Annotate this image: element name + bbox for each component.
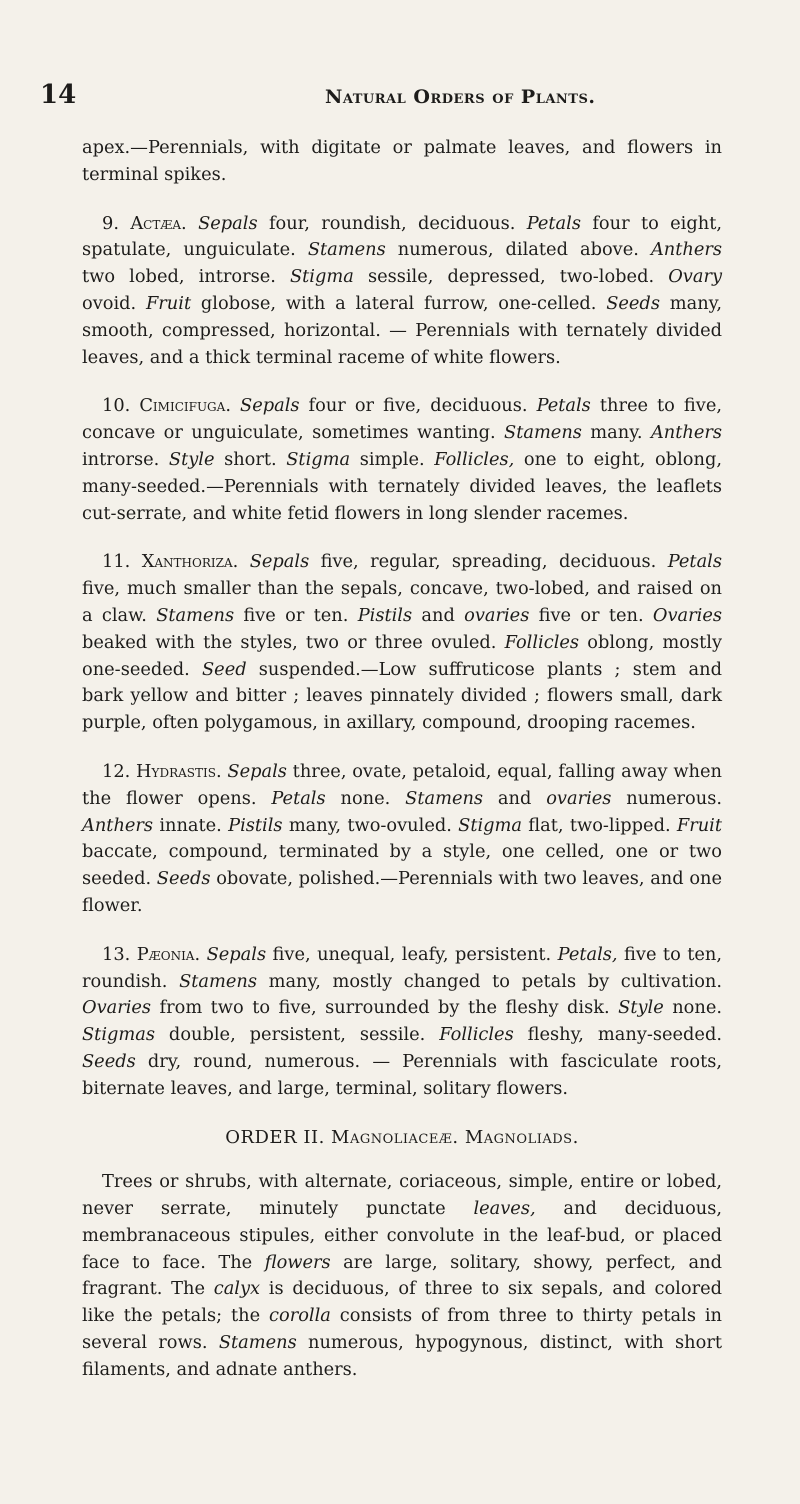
term-italic: Ovaries <box>82 997 152 1019</box>
text-run: one to eight, oblong, many-seeded.—Perennials with ternately divided leaves, the leaflets cut-serrate, and white fetid flowers in long slender racemes. <box>82 448 722 524</box>
term-italic: Stigma <box>289 266 354 288</box>
text-run: baccate, compound, terminated by a style, one celled, one or two seeded. <box>82 841 722 890</box>
genus-name: Hydrastis. <box>136 760 222 782</box>
text-run: fleshy, many-seeded. <box>513 1024 722 1046</box>
text-run: and <box>412 604 465 626</box>
text-run: five, regular, spreading, deciduous. <box>309 551 668 573</box>
text-run: none. <box>663 997 722 1019</box>
text-run: globose, with a lateral furrow, one-celled. <box>191 292 607 314</box>
text-run: five to ten, roundish. <box>82 943 723 992</box>
term-italic: Stamens <box>218 1332 297 1354</box>
text-run: sessile, depressed, two-lobed. <box>353 266 669 288</box>
term-italic: Seeds <box>606 292 660 314</box>
text-run: beaked with the styles, two or three ovuled. <box>82 631 505 653</box>
text-run: ovoid. <box>82 292 146 314</box>
term-italic: Seeds <box>156 868 211 890</box>
text-run: many, two-ovuled. <box>282 814 459 836</box>
text-run: five, unequal, leafy, persistent. <box>266 943 558 965</box>
genus-name: Cimicifuga. <box>139 395 231 417</box>
text-run: numerous, hypogynous, distinct, with short filaments, and adnate anthers. <box>82 1332 722 1380</box>
term-italic: Sepals <box>240 395 300 417</box>
term-italic: Petals <box>667 551 722 573</box>
term-italic: Stigmas <box>82 1024 155 1046</box>
genus-number: 10. <box>102 395 131 417</box>
term-italic: Stigma <box>458 814 523 836</box>
term-italic: Fruit <box>676 814 722 836</box>
term-italic: Stamens <box>504 422 582 444</box>
text-run: four or five, deciduous. <box>299 395 537 417</box>
term-italic: Seeds <box>82 1050 136 1072</box>
term-italic: Follicles <box>504 631 580 653</box>
genus-name: Pæonia. <box>136 943 201 965</box>
page-number: 14 <box>40 80 77 110</box>
text-run: three to five, concave or unguiculate, sometimes wanting. <box>82 395 723 444</box>
term-italic: Stamens <box>156 604 235 626</box>
term-italic: Style <box>168 448 215 470</box>
term-italic: Sepals <box>249 551 310 573</box>
running-title: Natural Orders of Plants. <box>325 86 596 108</box>
term-italic: Pistils <box>357 604 413 626</box>
term-italic: Petals <box>536 395 591 417</box>
text-run: three, ovate, petaloid, equal, falling away when the flower opens. <box>82 760 722 809</box>
order-latin-name: Magnoliaceæ. <box>331 1126 459 1148</box>
term-italic: Petals, <box>557 943 618 965</box>
genus-number: 11. <box>102 551 131 573</box>
text-run: five or ten. <box>234 604 358 626</box>
text-run: short. <box>214 448 287 470</box>
genus-entry <box>82 549 722 737</box>
text-run: five or ten. <box>529 604 653 626</box>
page-header <box>40 80 740 124</box>
term-italic: Follicles, <box>434 448 515 470</box>
genus-name: Actæa. <box>130 212 187 234</box>
genus-entry <box>82 211 722 372</box>
genera-list <box>82 211 722 1103</box>
term-italic: Pistils <box>228 814 283 836</box>
term-italic: Seed <box>201 658 247 680</box>
order-label: ORDER II. <box>225 1126 325 1148</box>
term-italic: Fruit <box>145 292 192 314</box>
text-run: is deciduous, of three to six sepals, and colored like the petals; the <box>82 1278 722 1327</box>
term-italic: Sepals <box>227 760 287 782</box>
text-run: and deciduous, membranaceous stipules, either convolute in the leaf-bud, or placed face to face. The <box>82 1198 723 1273</box>
term-italic: Stamens <box>307 239 386 261</box>
term-italic: Sepals <box>206 943 267 965</box>
term-italic: corolla <box>269 1305 331 1327</box>
term-italic: Sepals <box>198 212 258 234</box>
text-run: four to eight, spatulate, unguiculate. <box>82 212 723 261</box>
term-italic: Style <box>618 997 664 1019</box>
text-run: innate. <box>153 814 229 836</box>
text-run: flat, two-lipped. <box>522 814 677 836</box>
term-italic: Stamens <box>179 970 257 992</box>
text-run: suspended.—Low suffruticose plants ; stem and bark yellow and bitter ; leaves pinnately divided ; flowers small, dark purple, often polygamous, in axillary, compound, drooping racemes. <box>82 658 722 734</box>
text-run: none. <box>325 787 406 809</box>
term-italic: Stigma <box>286 448 351 470</box>
genus-name: Xanthoriza. <box>141 551 239 573</box>
term-italic: Ovary <box>668 266 722 288</box>
term-italic: leaves, <box>473 1198 536 1220</box>
order-heading <box>82 1125 722 1152</box>
term-italic: ovaries <box>546 787 612 809</box>
genus-number: 13. <box>102 943 131 965</box>
text-run: many, smooth, compressed, horizontal. — Perennials with ternately divided leaves, and a thick terminal raceme of white flowers. <box>82 292 722 368</box>
text-run: and <box>483 787 547 809</box>
genus-entry <box>82 942 722 1103</box>
text-run: dry, round, numerous. — Perennials with fasciculate roots, biternate leaves, and large, terminal, solitary flowers. <box>82 1050 722 1099</box>
term-italic: calyx <box>213 1278 261 1300</box>
text-run: five, much smaller than the sepals, concave, two-lobed, and raised on a claw. <box>82 578 722 626</box>
text-run: introrse. <box>82 448 169 470</box>
text-run: many. <box>581 422 651 444</box>
term-italic: Ovaries <box>652 604 722 626</box>
genus-number: 12. <box>102 760 131 782</box>
term-italic: Stamens <box>405 787 484 809</box>
term-italic: flowers <box>264 1251 331 1273</box>
text-run: Trees or shrubs, with alternate, coriaceous, simple, entire or lobed, never serrate, minutely punctate <box>82 1171 722 1220</box>
term-italic: Petals <box>526 212 581 234</box>
term-italic: Follicles <box>439 1024 514 1046</box>
term-italic: Anthers <box>82 814 154 836</box>
order-description <box>82 1169 722 1383</box>
text-run: numerous. <box>611 787 722 809</box>
text-run: numerous, dilated above. <box>385 239 651 261</box>
text-run: oblong, mostly one-seeded. <box>82 631 722 680</box>
term-italic: Petals <box>271 787 326 809</box>
order-common-name: Magnoliads. <box>464 1126 579 1148</box>
term-italic: Anthers <box>650 422 722 444</box>
continuation-paragraph: apex.—Perennials, with digitate or palmate leaves, and flowers in terminal spikes. <box>82 137 722 185</box>
genus-entry <box>82 393 722 527</box>
page-body <box>82 135 722 1406</box>
genus-number: 9. <box>102 212 119 234</box>
text-run: simple. <box>350 448 435 470</box>
text-run: consists of from three to thirty petals in several rows. <box>82 1305 723 1354</box>
genus-entry <box>82 759 722 920</box>
text-run: from two to five, surrounded by the fleshy disk. <box>151 997 619 1019</box>
term-italic: ovaries <box>464 604 530 626</box>
text-run: many, mostly changed to petals by cultivation. <box>256 970 723 992</box>
text-run: four, roundish, deciduous. <box>257 212 527 234</box>
text-run: obovate, polished.—Perennials with two leaves, and one flower. <box>82 868 723 916</box>
text-run: two lobed, introrse. <box>82 266 290 288</box>
text-run: are large, solitary, showy, perfect, and fragrant. The <box>82 1251 722 1300</box>
term-italic: Anthers <box>650 239 722 261</box>
text-run: double, persistent, sessile. <box>154 1024 440 1046</box>
